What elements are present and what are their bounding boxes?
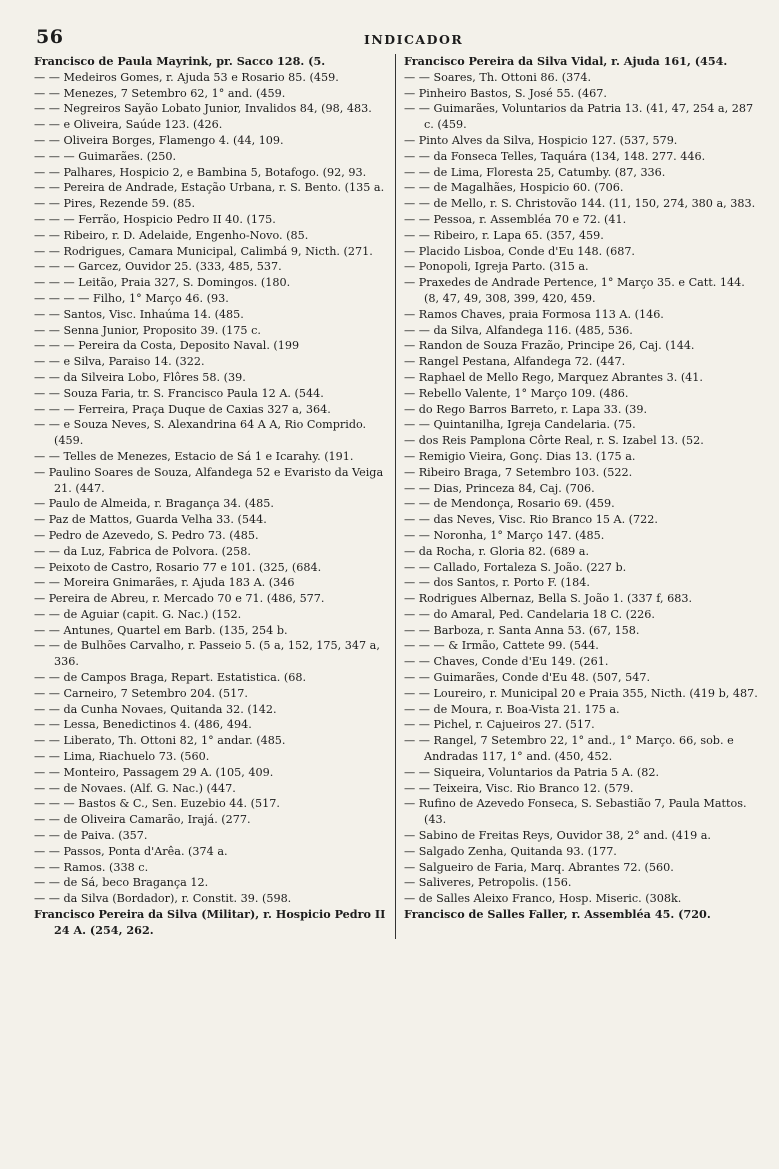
directory-entry: — — Pichel, r. Cajueiros 27. (517.: [404, 718, 595, 732]
directory-entry: — — Rodrigues, Camara Municipal, Calimbá 9, Nicth. (271.: [34, 244, 373, 258]
directory-entry: — Peixoto de Castro, Rosario 77 e 101. (325, (684.: [34, 560, 322, 574]
directory-entry: — — Carneiro, 7 Setembro 204. (517.: [34, 686, 248, 700]
directory-entry: — — Medeiros Gomes, r. Ajuda 53 e Rosario 85. (459.: [34, 70, 339, 84]
directory-entry: — — Pessoa, r. Assembléa 70 e 72. (41.: [404, 212, 627, 226]
directory-entry: — Salgado Zenha, Quitanda 93. (177.: [404, 844, 617, 858]
right-column: [395, 54, 759, 939]
directory-entry: — — Callado, Fortaleza S. João. (227 b.: [404, 560, 627, 574]
directory-entry: — — de Lima, Floresta 25, Catumby. (87, 336.: [404, 165, 666, 179]
directory-entry: — — — — Filho, 1° Março 46. (93.: [34, 291, 229, 305]
directory-entry: — — da Silva, Alfandega 116. (485, 536.: [404, 323, 633, 337]
directory-entry: — — Palhares, Hospicio 2, e Bambina 5, Botafogo. (92, 93.: [34, 165, 367, 179]
directory-entry: — Saliveres, Petropolis. (156.: [404, 876, 572, 890]
directory-entry: — — do Amaral, Ped. Candelaria 18 C. (226.: [404, 607, 655, 621]
directory-entry: Francisco de Paula Mayrink, pr. Sacco 128. (5.: [34, 54, 326, 68]
directory-entry: — — — Garcez, Ouvidor 25. (333, 485, 537.: [34, 260, 282, 274]
directory-entry: — — Guimarães, Conde d'Eu 48. (507, 547.: [404, 671, 651, 685]
directory-entry: — — Telles de Menezes, Estacio de Sá 1 e Icarahy. (191.: [34, 449, 354, 463]
directory-entry: — do Rego Barros Barreto, r. Lapa 33. (39.: [404, 402, 648, 416]
directory-entry: — — e Souza Neves, S. Alexandrina 64 A A, Rio Comprido. (459.: [34, 418, 367, 448]
directory-entry: — — dos Santos, r. Porto F. (184.: [404, 576, 590, 590]
directory-entry: — — das Neves, Visc. Rio Branco 15 A. (722.: [404, 513, 658, 527]
directory-entry: — — — Pereira da Costa, Deposito Naval. (199: [34, 339, 300, 353]
directory-entry: — — — Ferreira, Praça Duque de Caxias 327 a, 364.: [34, 402, 331, 416]
directory-entry: — — Lima, Riachuelo 73. (560.: [34, 750, 210, 764]
directory-entry: — Rodrigues Albernaz, Bella S. João 1. (337 f, 683.: [404, 592, 692, 606]
directory-entry: — — e Silva, Paraiso 14. (322.: [34, 355, 205, 369]
directory-entry: — — — Leitão, Praia 327, S. Domingos. (180.: [34, 276, 291, 290]
running-title: INDICADOR: [364, 32, 464, 47]
directory-entry: — — de Paiva. (357.: [34, 829, 148, 843]
directory-entry: — Paulo de Almeida, r. Bragança 34. (485.: [34, 497, 274, 511]
directory-entry: — — e Oliveira, Saúde 123. (426.: [34, 118, 223, 132]
directory-entry: — — Ribeiro, r. D. Adelaide, Engenho-Novo. (85.: [34, 228, 309, 242]
directory-entry: — — Moreira Gnimarães, r. Ajuda 183 A. (346: [34, 576, 295, 590]
directory-entry: — Paulino Soares de Souza, Alfandega 52 e Evaristo da Veiga 21. (447.: [34, 465, 384, 495]
directory-columns: [34, 54, 763, 939]
directory-entry: — — de Novaes. (Alf. G. Nac.) (447.: [34, 781, 236, 795]
directory-entry: — Randon de Souza Frazão, Principe 26, Caj. (144.: [404, 339, 695, 353]
directory-entry: — — Teixeira, Visc. Rio Branco 12. (579.: [404, 781, 634, 795]
directory-entry: — — de Moura, r. Boa-Vista 21. 175 a.: [404, 702, 620, 716]
directory-entry: — — de Mendonça, Rosario 69. (459.: [404, 497, 615, 511]
directory-entry: — Placido Lisboa, Conde d'Eu 148. (687.: [404, 244, 635, 258]
directory-entry: — — Monteiro, Passagem 29 A. (105, 409.: [34, 765, 274, 779]
directory-entry: — — da Cunha Novaes, Quitanda 32. (142.: [34, 702, 277, 716]
directory-entry: — — Siqueira, Voluntarios da Patria 5 A. (82.: [404, 765, 660, 779]
directory-entry: — — Soares, Th. Ottoni 86. (374.: [404, 70, 592, 84]
directory-entry: — — Barboza, r. Santa Anna 53. (67, 158.: [404, 623, 640, 637]
directory-entry: — — Souza Faria, tr. S. Francisco Paula 12 A. (544.: [34, 386, 324, 400]
directory-entry: — — de Aguiar (capit. G. Nac.) (152.: [34, 607, 242, 621]
page-number: 56: [36, 26, 64, 48]
directory-entry: — Ramos Chaves, praia Formosa 113 A. (146.: [404, 307, 664, 321]
directory-entry: — Praxedes de Andrade Pertence, 1° Março 35. e Catt. 144. (8, 47, 49, 308, 399, 420, 459.: [404, 276, 745, 305]
directory-entry: — — de Oliveira Camarão, Irajá. (277.: [34, 813, 251, 827]
directory-entry: — dos Reis Pamplona Côrte Real, r. S. Izabel 13. (52.: [404, 434, 704, 448]
directory-entry: — — Quintanilha, Igreja Candelaria. (75.: [404, 418, 636, 432]
directory-entry: — — de Mello, r. S. Christovão 144. (11, 150, 274, 380 a, 383.: [404, 197, 756, 211]
directory-entry: — — Noronha, 1° Março 147. (485.: [404, 528, 605, 542]
directory-entry: — — Antunes, Quartel em Barb. (135, 254 b.: [34, 623, 288, 637]
directory-entry: — — Loureiro, r. Municipal 20 e Praia 355, Nicth. (419 b, 487.: [404, 686, 758, 700]
directory-entry: — — de Campos Braga, Repart. Estatistica. (68.: [34, 671, 307, 685]
directory-entry: — — — Ferrão, Hospicio Pedro II 40. (175.: [34, 212, 276, 226]
directory-entry: — Rangel Pestana, Alfandega 72. (447.: [404, 355, 626, 369]
directory-entry: Francisco Pereira da Silva (Militar), r. Hospicio Pedro II 24 A. (254, 262.: [34, 907, 386, 937]
left-column: [34, 54, 395, 939]
directory-entry: — — de Sá, beco Bragança 12.: [34, 876, 209, 890]
directory-entry: — — Chaves, Conde d'Eu 149. (261.: [404, 655, 609, 669]
directory-entry: — Pinto Alves da Silva, Hospicio 127. (537, 579.: [404, 133, 678, 147]
directory-entry: — — — & Irmão, Cattete 99. (544.: [404, 639, 599, 653]
directory-entry: — Pedro de Azevedo, S. Pedro 73. (485.: [34, 528, 259, 542]
directory-entry: — — Liberato, Th. Ottoni 82, 1° andar. (485.: [34, 734, 286, 748]
directory-entry: — — Lessa, Benedictinos 4. (486, 494.: [34, 718, 252, 732]
directory-entry: — — Santos, Visc. Inhaúma 14. (485.: [34, 307, 244, 321]
directory-entry: — — — Guimarães. (250.: [34, 149, 176, 163]
directory-entry: — — Pereira de Andrade, Estação Urbana, r. S. Bento. (135 a.: [34, 181, 385, 195]
directory-entry: — — Oliveira Borges, Flamengo 4. (44, 109.: [34, 133, 284, 147]
directory-entry: — — da Silveira Lobo, Flôres 58. (39.: [34, 370, 246, 384]
directory-entry: — — da Silva (Bordador), r. Constit. 39. (598.: [34, 892, 292, 906]
directory-entry: — da Rocha, r. Gloria 82. (689 a.: [404, 544, 590, 558]
directory-entry: — Rufino de Azevedo Fonseca, S. Sebastião 7, Paula Mattos. (43.: [404, 797, 747, 827]
directory-entry: — — de Magalhães, Hospicio 60. (706.: [404, 181, 624, 195]
directory-entry: — Ponopoli, Igreja Parto. (315 a.: [404, 260, 589, 274]
directory-entry: Francisco de Salles Faller, r. Assembléa 45. (720.: [404, 907, 711, 922]
directory-entry: — Pinheiro Bastos, S. José 55. (467.: [404, 86, 607, 100]
directory-entry: — — Dias, Princeza 84, Caj. (706.: [404, 481, 595, 495]
directory-entry: — Salgueiro de Faria, Marq. Abrantes 72. (560.: [404, 860, 674, 874]
directory-entry: — Rebello Valente, 1° Março 109. (486.: [404, 386, 629, 400]
directory-entry: — de Salles Aleixo Franco, Hosp. Miseric. (308k.: [404, 892, 682, 906]
directory-entry: — Paz de Mattos, Guarda Velha 33. (544.: [34, 513, 267, 527]
directory-entry: — — da Luz, Fabrica de Polvora. (258.: [34, 544, 251, 558]
directory-entry: — — — Bastos & C., Sen. Euzebio 44. (517.: [34, 797, 280, 811]
directory-entry: Francisco Pereira da Silva Vidal, r. Ajuda 161, (454.: [404, 54, 728, 68]
directory-entry: — Remigio Vieira, Gonç. Dias 13. (175 a.: [404, 449, 636, 463]
directory-entry: — — de Bulhões Carvalho, r. Passeio 5. (5 a, 152, 175, 347 a, 336.: [34, 639, 380, 669]
directory-entry: — Raphael de Mello Rego, Marquez Abrantes 3. (41.: [404, 370, 703, 384]
directory-entry: — — Rangel, 7 Setembro 22, 1° and., 1° Março. 66, sob. e Andradas 117, 1° and. (450, 452.: [404, 734, 734, 764]
directory-entry: — Pereira de Abreu, r. Mercado 70 e 71. (486, 577.: [34, 592, 325, 606]
directory-entry: — Ribeiro Braga, 7 Setembro 103. (522.: [404, 465, 633, 479]
directory-entry: — Sabino de Freitas Reys, Ouvidor 38, 2° and. (419 a.: [404, 829, 711, 843]
directory-entry: — — Ribeiro, r. Lapa 65. (357, 459.: [404, 228, 604, 242]
directory-entry: — — Ramos. (338 c.: [34, 860, 149, 874]
directory-entry: — — Guimarães, Voluntarios da Patria 13. (41, 47, 254 a, 287 c. (459.: [404, 102, 754, 132]
directory-entry: — — Menezes, 7 Setembro 62, 1° and. (459.: [34, 86, 286, 100]
directory-entry: — — Negreiros Sayão Lobato Junior, Invalidos 84, (98, 483.: [34, 102, 372, 116]
directory-entry: — — Senna Junior, Proposito 39. (175 c.: [34, 323, 261, 337]
directory-entry: — — Passos, Ponta d'Arêa. (374 a.: [34, 844, 228, 858]
directory-entry: — — Pires, Rezende 59. (85.: [34, 197, 196, 211]
page-header: [34, 14, 763, 54]
directory-entry: — — da Fonseca Telles, Taquára (134, 148. 277. 446.: [404, 149, 706, 163]
